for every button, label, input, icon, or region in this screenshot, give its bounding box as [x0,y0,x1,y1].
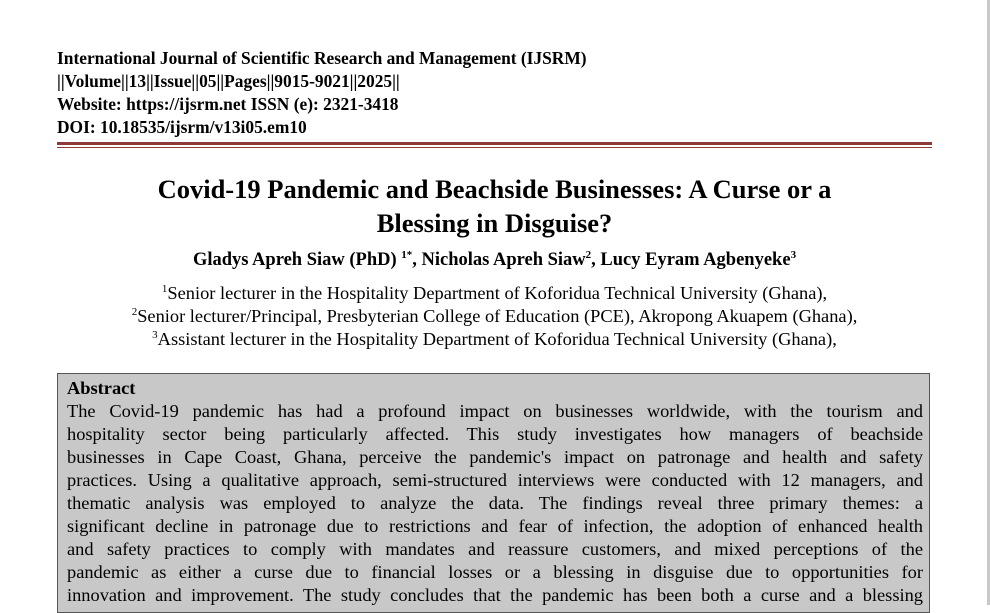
title-line-1: Covid-19 Pandemic and Beachside Businesses: A Curse or a [157,174,832,204]
author-list [57,248,932,272]
affiliation-1 [57,282,932,305]
affiliation-3-sup: 3 [152,328,158,341]
header-rule-thin [57,147,932,148]
abstract-line: hospitality sector being particularly affected. This study investigates how managers of beachside [67,424,923,444]
abstract-line: businesses in Cape Coast, Ghana, perceive the pandemic's impact on patronage and health and safety [67,447,923,467]
doi-info: DOI: 10.18535/ijsrm/v13i05.em10 [57,117,307,137]
author-3: , Lucy Eyram Agbenyeke [591,250,791,270]
abstract-line: pandemic as either a curse due to financial losses or a blessing in disguise due to opportunities for [67,562,923,582]
author-3-sup: 3 [790,248,797,261]
author-1: Gladys Apreh Siaw (PhD) [192,250,402,270]
website-info: Website: https://ijsrm.net ISSN (e): 2321-3418 [57,94,399,114]
author-2: , Nicholas Apreh Siaw [412,250,586,270]
author-1-sup: 1* [401,248,413,261]
volume-info: ||Volume||13||Issue||05||Pages||9015-9021||2025|| [57,71,400,91]
header-rule-thick [57,142,932,145]
affiliation-3-text: Assistant lecturer in the Hospitality Department of Koforidua Technical University (Ghana), [157,328,837,349]
affiliation-2-sup: 2 [131,305,138,318]
affiliation-2 [57,305,932,328]
affiliation-3 [57,328,932,351]
abstract-line: innovation and improvement. The study concludes that the pandemic has been both a curse and a blessing [67,585,923,605]
abstract-line: significant decline in patronage due to restrictions and fear of infection, the adoption of enhanced health [67,516,923,536]
author-2-sup: 2 [585,248,592,261]
affiliation-1-text: Senior lecturer in the Hospitality Department of Koforidua Technical University (Ghana), [167,283,828,303]
affiliation-2-text: Senior lecturer/Principal, Presbyterian College of Education (PCE), Akropong Akuapem (Ghana), [137,305,858,326]
journal-name: International Journal of Scientific Research and Management (IJSRM) [57,48,587,68]
abstract-line: and safety practices to comply with mandates and reassure customers, and mixed perceptions of the [67,539,923,559]
abstract-content [67,377,923,607]
paper-title [57,172,932,240]
abstract-line: practices. Using a qualitative approach, semi-structured interviews were conducted with 12 managers, and [67,470,923,490]
abstract-box [57,373,930,613]
abstract-heading: Abstract [67,378,136,398]
journal-header [57,47,587,139]
title-line-2: Blessing in Disguise? [376,208,613,238]
abstract-line: thematic analysis was employed to analyze the data. The findings reveal three primary themes: a [67,493,923,513]
abstract-line: The Covid-19 pandemic has had a profound impact on businesses worldwide, with the tourism and [67,401,923,421]
affiliations [57,282,932,350]
affiliation-1-sup: 1 [161,282,168,295]
